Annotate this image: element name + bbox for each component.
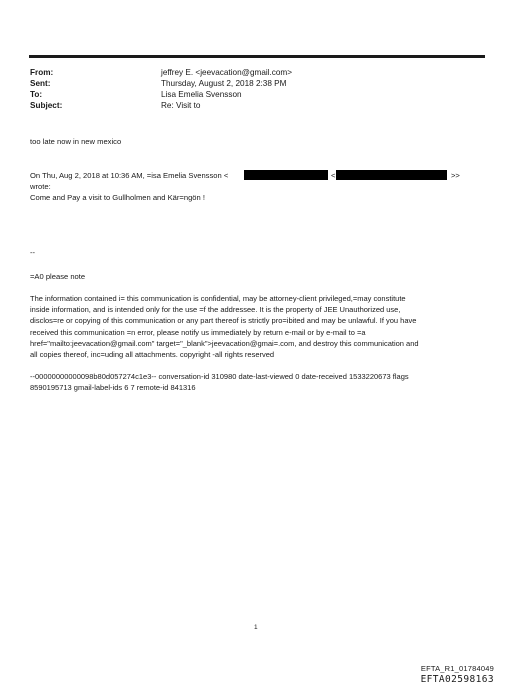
disclaimer-paragraph: [30, 293, 478, 360]
disclaimer-line: all copies thereof, inc=uding all attachments. copyright -all rights reserved: [30, 350, 275, 360]
bates-number-secondary: EFTA02598163: [420, 674, 494, 685]
reply-text: too late now in new mexico: [30, 137, 122, 146]
from-value: jeffrey E. <jeevacation@gmail.com>: [161, 68, 293, 77]
disclaimer-line: disclos=re or copying of this communication or any part thereof is strictly pro=ibited and may be unlawful. If you have: [30, 316, 417, 326]
metadata-line: 8590195713 gmail-label-ids 6 7 remote-id 841316: [30, 383, 196, 393]
redaction-box: [244, 170, 328, 180]
quote-intro-a: On Thu, Aug 2, 2018 at 10:36 AM, =isa Emelia Svensson <: [30, 171, 229, 180]
disclaimer-line: received this communication =n error, please notify us immediately by return e-mail or by e-mail to =a: [30, 327, 366, 337]
signature-separator: --: [30, 248, 36, 257]
disclaimer-line: href="mailto:jeevacation@gmail.com" target="_blank">jeevacation@gmai=.com, and destroy this communication and: [30, 338, 419, 348]
disclaimer-line: The information contained i= this communication is confidential, may be attorney-client privileged,=may constitute: [30, 294, 406, 303]
sent-value: Thursday, August 2, 2018 2:38 PM: [161, 79, 287, 88]
disclaimer-line: inside information, and is intended only for the use =f the addressee. It is the property of JEE Unauthorized use,: [30, 305, 401, 315]
quote-text: Come and Pay a visit to Gullholmen and Kär=ngön !: [30, 193, 205, 202]
quote-intro-b: <: [331, 171, 336, 180]
metadata-line: --00000000000098b80d057274c1e3-- conversation-id 310980 date-last-viewed 0 date-received 1533220673 flags: [30, 372, 409, 381]
metadata-paragraph: [30, 371, 478, 393]
subject-label: Subject:: [30, 101, 63, 110]
from-label: From:: [30, 68, 54, 77]
bates-number-primary: EFTA_R1_01784049: [420, 664, 494, 673]
please-note: =A0 please note: [30, 272, 86, 281]
to-value: Lisa Emelia Svensson: [161, 90, 242, 99]
redaction-box: [336, 170, 447, 180]
quote-wrote: wrote:: [30, 182, 51, 191]
sent-label: Sent:: [30, 79, 51, 88]
subject-value: Re: Visit to: [161, 101, 201, 110]
to-label: To:: [30, 90, 43, 99]
quote-intro-c: >>: [451, 171, 460, 180]
header-rule: [29, 55, 485, 58]
page-number: 1: [254, 624, 258, 631]
